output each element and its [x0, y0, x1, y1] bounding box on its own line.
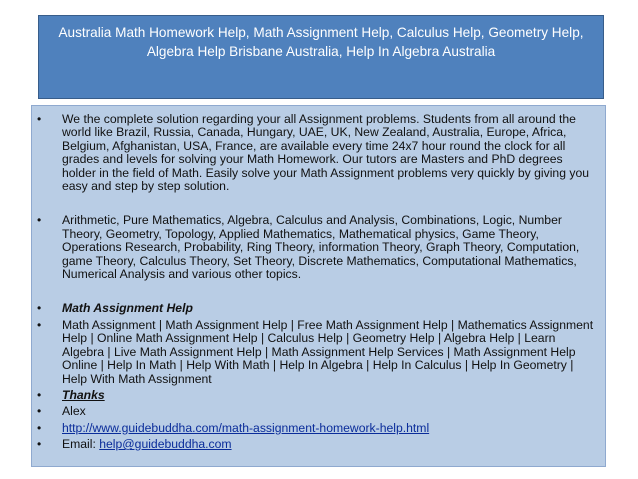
email-label: Email:: [62, 437, 100, 452]
author-name: Alex: [62, 404, 86, 419]
topics-text: Arithmetic, Pure Mathematics, Algebra, Calculus and Analysis, Combinations, Logic, Number Theory, Geometry, Topology, Applied Mathematics, Mathematical physics, Game Theory, Operations Research, Probability, Ring Theory, information Theory, Graph Theory, Computation, game Theory, Calculus Theory, Set Theory, Discrete Mathematics, Computational Mathematics, Numerical Analysis and various other topics.: [62, 213, 580, 282]
bullet-marker: •: [37, 387, 42, 402]
slide-content-box: [31, 105, 606, 467]
bullet-email: [32, 438, 597, 451]
email-link[interactable]: help@guidebuddha.com: [99, 437, 232, 452]
bullet-topics: [32, 214, 597, 281]
bullet-name: [32, 405, 597, 418]
intro-text: We the complete solution regarding your all Assignment problems. Students from all around the world like Brazil, Russia, Canada, Hungary, UAE, UK, New Zealand, Australia, Europe, Africa, Belgium, Afghanistan, USA, France, are available every time 24x7 hour round the clock for all grades and levels for solving your Math Homework. Our tutors are Masters and PhD degrees holder in the field of Math. Easily solve your Math Assignment problems very quickly by giving you easy and step by step solution.: [62, 112, 590, 194]
thanks-text: Thanks: [62, 387, 105, 402]
bullet-marker: •: [37, 437, 42, 452]
links-list-text: Math Assignment | Math Assignment Help | Free Math Assignment Help | Mathematics Assignment Help | Online Math Assignment Help | Calculus Help | Geometry Help | Algebra Help | Learn Algebra | Live Math Assignment Help | Math Assignment Help Services | Math Assignment Help Online | Help In Math | Help With Math | Help In Algebra | Help In Calculus | Help In Geometry | Help With Math Assignment: [62, 317, 594, 386]
bullet-heading: [32, 302, 597, 315]
bullet-marker: •: [37, 301, 42, 316]
slide-title: Australia Math Homework Help, Math Assignment Help, Calculus Help, Geometry Help, Algebra Help Brisbane Australia, Help In Algebra Australia: [58, 25, 584, 59]
slide-title-box: [38, 15, 604, 99]
section-heading: Math Assignment Help: [62, 301, 193, 316]
bullet-marker: •: [37, 404, 42, 419]
bullet-thanks: [32, 389, 597, 402]
bullet-links-list: [32, 319, 597, 386]
bullet-marker: •: [37, 112, 42, 126]
bullet-intro: [32, 113, 597, 193]
bullet-marker: •: [37, 317, 42, 332]
website-link[interactable]: http://www.guidebuddha.com/math-assignment-homework-help.html: [62, 420, 430, 435]
bullet-url: [32, 422, 597, 435]
bullet-marker: •: [37, 420, 42, 435]
bullet-marker: •: [37, 213, 42, 228]
